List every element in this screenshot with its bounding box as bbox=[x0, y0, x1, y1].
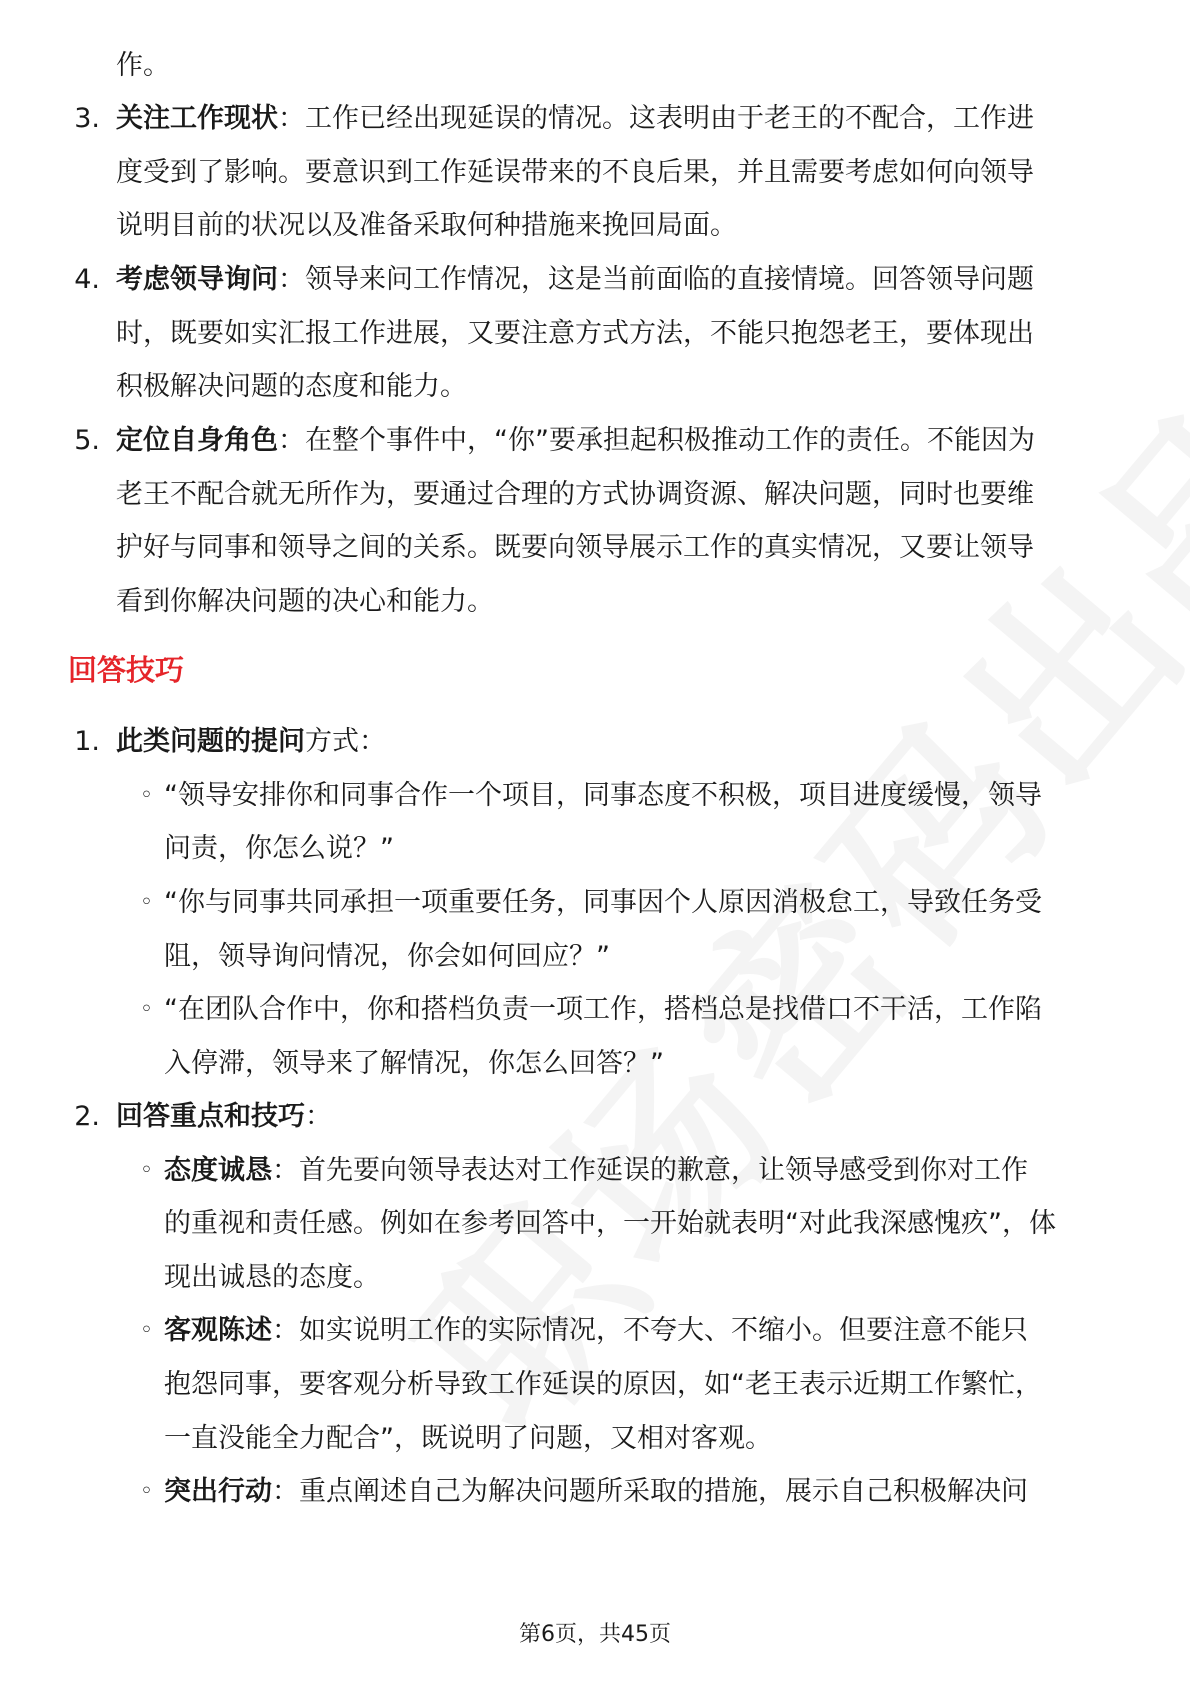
list-item-line bbox=[116, 251, 1034, 308]
item-text: 工作已经出现延误的情况。这表明由于老王的不配合，工作进 bbox=[305, 103, 1034, 134]
bullet-line: “在团队合作中，你和搭档负责一项工作，搭档总是找借口不干活，工作陷 bbox=[164, 994, 1042, 1025]
list-item-line bbox=[116, 1088, 332, 1145]
bullet-icon: ◦ bbox=[140, 997, 153, 1022]
bullet-line: 现出诚恳的态度。 bbox=[164, 1262, 380, 1293]
item-text: 领导来问工作情况，这是当前面临的直接情境。回答领导问题 bbox=[305, 264, 1034, 295]
list-item-line: 度受到了影响。要意识到工作延误带来的不良后果，并且需要考虑如何向领导 bbox=[116, 157, 1034, 188]
list-item-line bbox=[116, 412, 1035, 469]
section-title: 回答技巧 bbox=[68, 653, 185, 687]
bullet-line: “你与同事共同承担一项重要任务，同事因个人原因消极怠工，导致任务受 bbox=[164, 887, 1042, 918]
list-item-line bbox=[116, 90, 1034, 147]
list-item-line: 时，既要如实汇报工作进展，又要注意方式方法，不能只抱怨老王，要体现出 bbox=[116, 318, 1034, 349]
bullet-title: 突出行动 bbox=[164, 1476, 272, 1507]
list-number: 4. bbox=[74, 264, 100, 295]
separator: ： bbox=[278, 264, 305, 295]
bullet-line: 一直没能全力配合”，既说明了问题，又相对客观。 bbox=[164, 1423, 772, 1454]
list-item-line: 看到你解决问题的决心和能力。 bbox=[116, 586, 494, 617]
bullet-text: 如实说明工作的实际情况，不夸大、不缩小。但要注意不能只 bbox=[299, 1315, 1028, 1346]
list-item-line bbox=[116, 713, 386, 770]
item-title: 定位自身角色 bbox=[116, 425, 278, 456]
bullet-line bbox=[164, 1142, 1028, 1199]
bullet-icon: ◦ bbox=[140, 1318, 153, 1343]
list-number: 1. bbox=[74, 726, 100, 757]
item-title: 关注工作现状 bbox=[116, 103, 278, 134]
bullet-text: 重点阐述自己为解决问题所采取的措施，展示自己积极解决问 bbox=[299, 1476, 1028, 1507]
bullet-line: 阻，领导询问情况，你会如何回应？” bbox=[164, 941, 610, 972]
bullet-line: “领导安排你和同事合作一个项目，同事态度不积极，项目进度缓慢，领导 bbox=[164, 780, 1042, 811]
separator: ： bbox=[272, 1315, 299, 1346]
bullet-line: 抱怨同事，要客观分析导致工作延误的原因，如“老王表示近期工作繁忙， bbox=[164, 1369, 1042, 1400]
bullet-title: 态度诚恳 bbox=[164, 1155, 272, 1186]
list-item-line: 老王不配合就无所作为，要通过合理的方式协调资源、解决问题，同时也要维 bbox=[116, 479, 1034, 510]
item-title: 此类问题的提问 bbox=[116, 726, 305, 757]
bullet-line bbox=[164, 1463, 1028, 1520]
separator: ： bbox=[278, 425, 305, 456]
bullet-title: 客观陈述 bbox=[164, 1315, 272, 1346]
separator: ： bbox=[272, 1476, 299, 1507]
item-title-rest: 方式： bbox=[305, 726, 386, 757]
bullet-icon: ◦ bbox=[140, 1479, 153, 1504]
list-item-line: 说明目前的状况以及准备采取何种措施来挽回局面。 bbox=[116, 210, 737, 241]
intro-tail: 作。 bbox=[116, 50, 170, 81]
bullet-line: 问责，你怎么说？” bbox=[164, 833, 394, 864]
item-title: 考虑领导询问 bbox=[116, 264, 278, 295]
item-text: 在整个事件中，“你”要承担起积极推动工作的责任。不能因为 bbox=[305, 425, 1035, 456]
separator: ： bbox=[278, 103, 305, 134]
bullet-line: 的重视和责任感。例如在参考回答中，一开始就表明“对此我深感愧疚”，体 bbox=[164, 1208, 1056, 1239]
bullet-icon: ◦ bbox=[140, 890, 153, 915]
bullet-line: 入停滞，领导来了解情况，你怎么回答？” bbox=[164, 1048, 664, 1079]
separator: ： bbox=[272, 1155, 299, 1186]
list-number: 3. bbox=[74, 103, 100, 134]
list-item-line: 护好与同事和领导之间的关系。既要向领导展示工作的真实情况，又要让领导 bbox=[116, 532, 1034, 563]
bullet-icon: ◦ bbox=[140, 1158, 153, 1183]
list-item-line: 积极解决问题的态度和能力。 bbox=[116, 371, 467, 402]
list-number: 5. bbox=[74, 425, 100, 456]
list-number: 2. bbox=[74, 1101, 100, 1132]
bullet-text: 首先要向领导表达对工作延误的歉意，让领导感受到你对工作 bbox=[299, 1155, 1028, 1186]
item-title: 回答重点和技巧 bbox=[116, 1101, 305, 1132]
item-title-rest: ： bbox=[305, 1101, 332, 1132]
bullet-line bbox=[164, 1302, 1028, 1359]
page-footer: 第6页，共45页 bbox=[519, 1622, 671, 1647]
bullet-icon: ◦ bbox=[140, 783, 153, 808]
